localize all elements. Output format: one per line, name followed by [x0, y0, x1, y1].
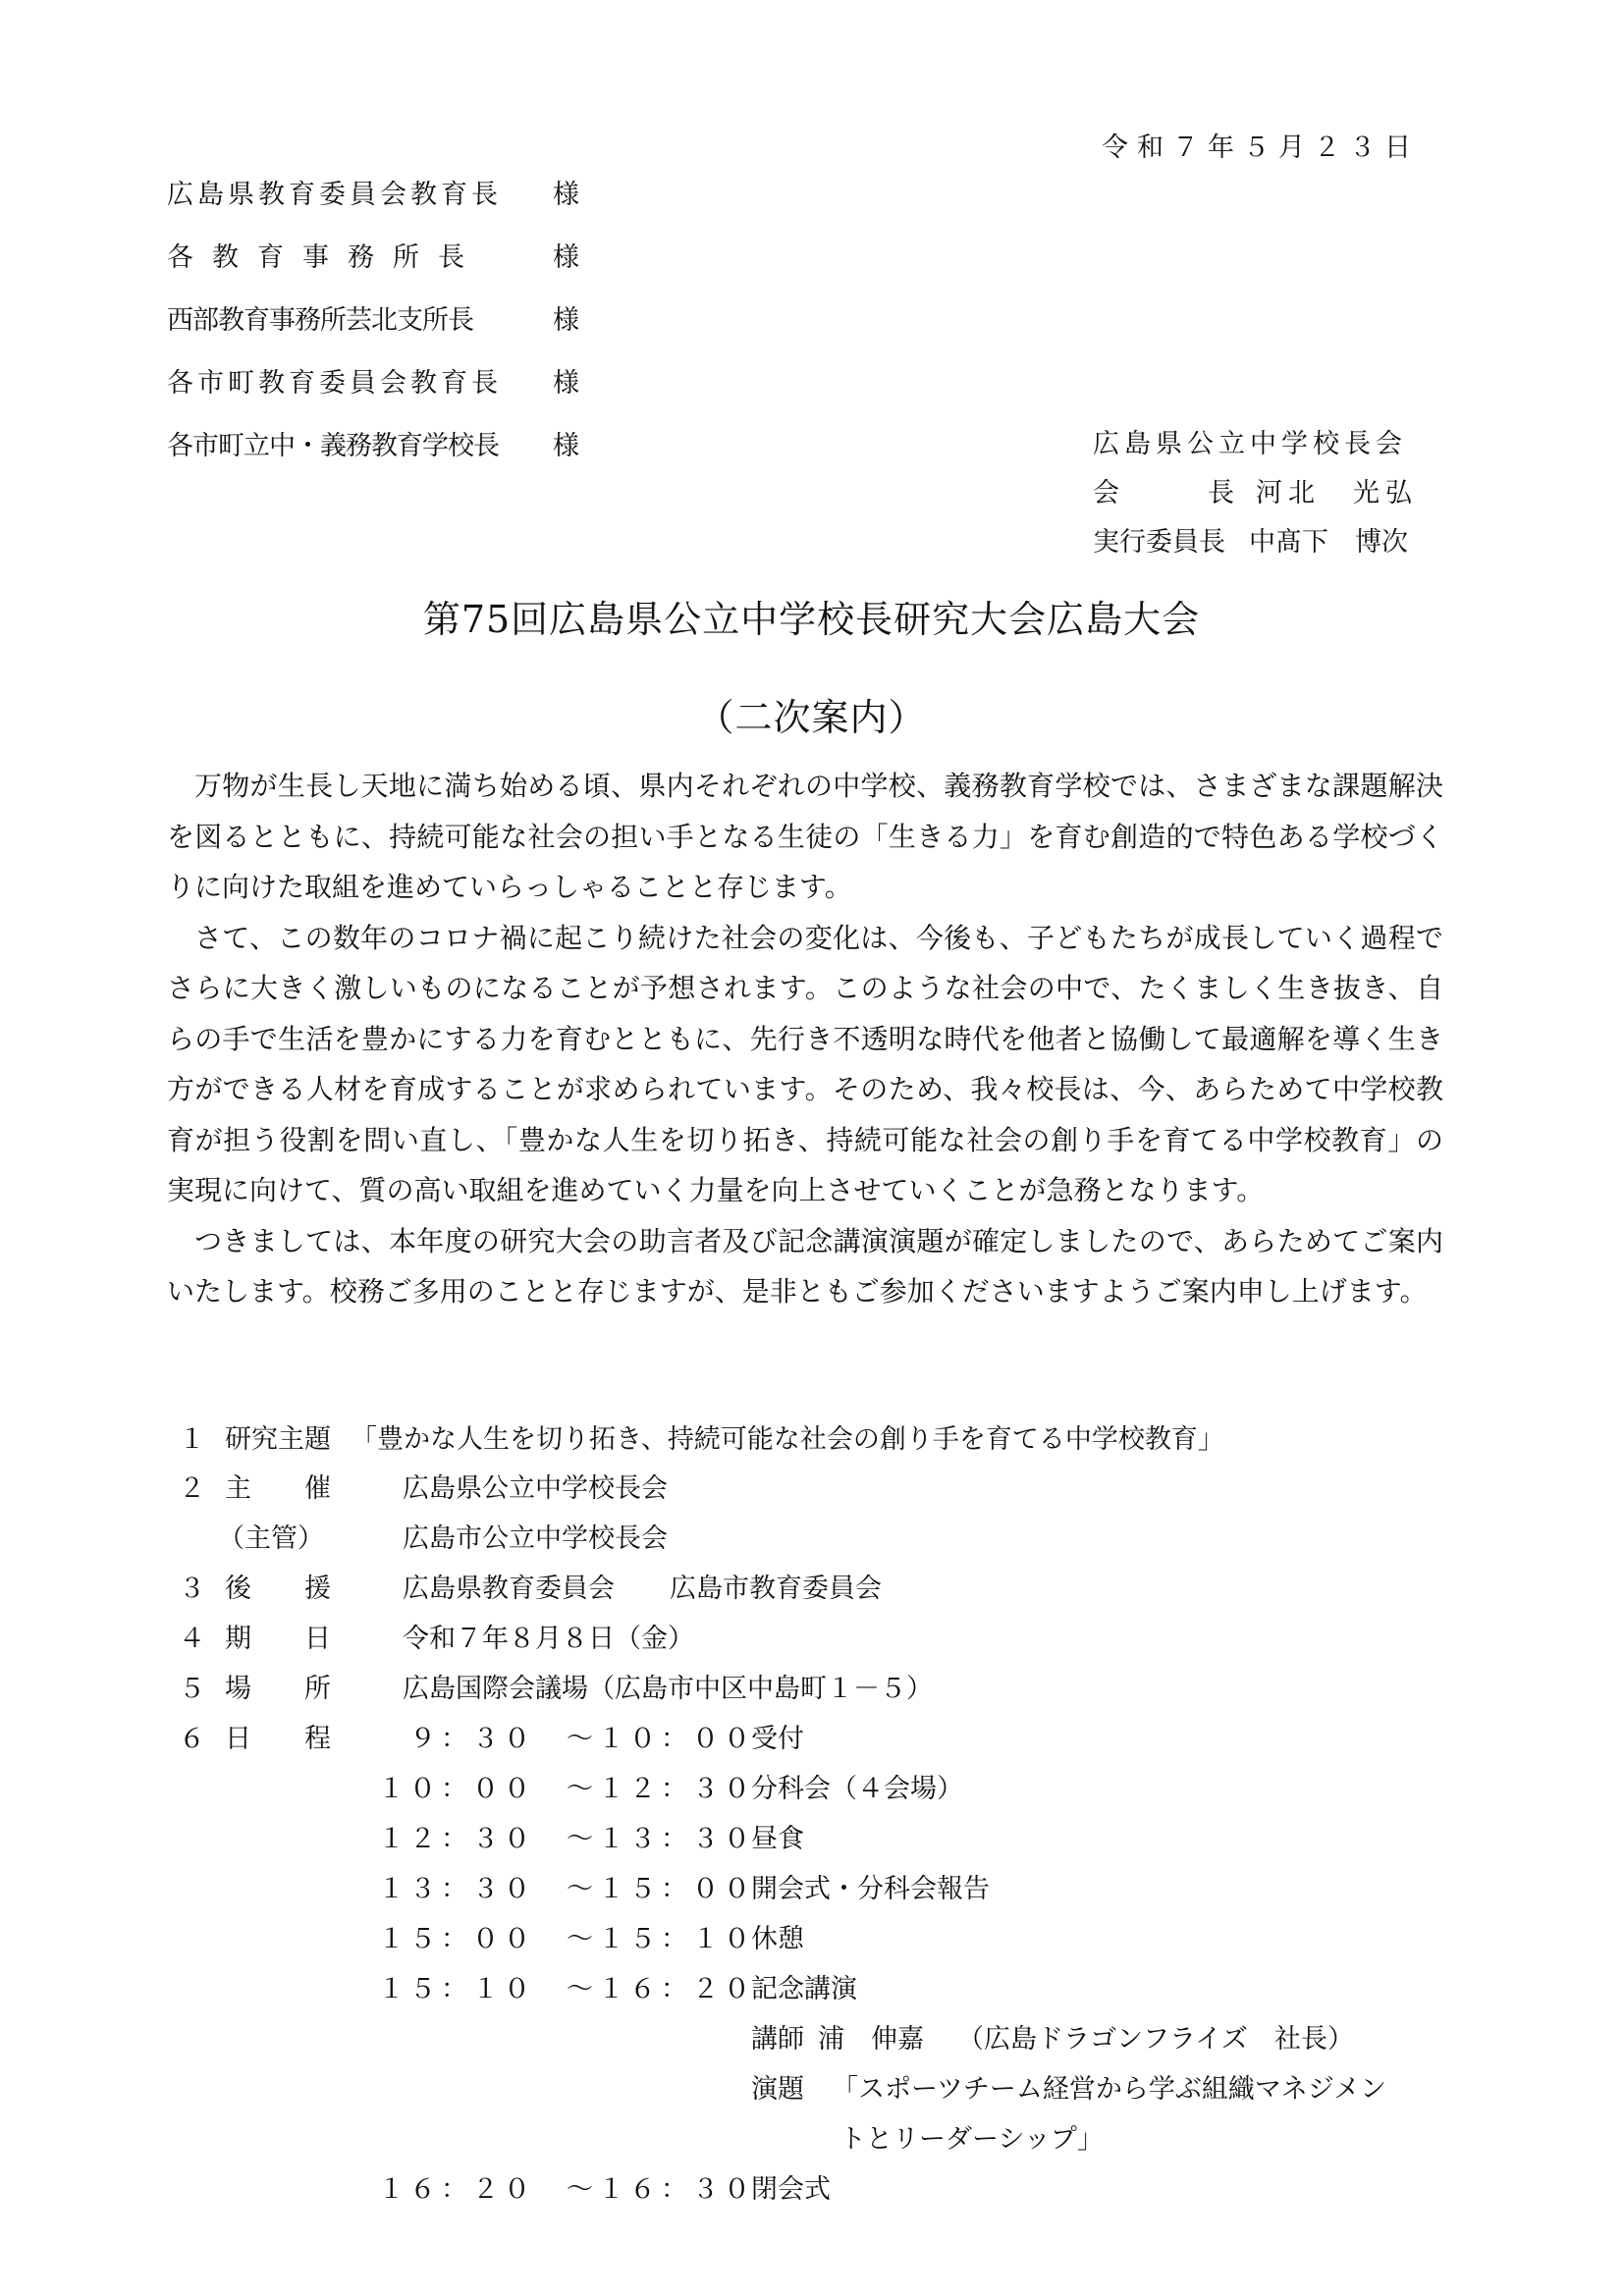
addressee-item: 西部教育事務所芸北支所長 様 [167, 305, 579, 336]
item-support: ３ 後 援 [179, 1574, 331, 1604]
schedule-event: 開会式・分科会報告 [751, 1874, 990, 1904]
page-title: 第75回広島県公立中学校長研究大会広島大会 [422, 598, 1201, 641]
lecture-topic: 演題 「スポーツチーム経営から学ぶ組織マネジメン [751, 2074, 1387, 2105]
item-theme: １ 研究主題 「豊かな人生を切り拓き、持続可能な社会の創り手を育てる中学校教育」 [179, 1424, 1224, 1455]
schedule-event: 休憩 [751, 1924, 804, 1954]
schedule-time: １３：３０ ～１５：００ [378, 1874, 755, 1904]
schedule-time: １２：３０ ～１３：３０ [378, 1824, 755, 1854]
item-organizer-value: 広島市公立中学校長会 [403, 1523, 668, 1554]
item-host-value: 広島県公立中学校長会 [403, 1473, 668, 1504]
schedule-event: 受付 [751, 1724, 804, 1754]
schedule-event: 昼食 [751, 1824, 804, 1854]
sender-president [1093, 471, 1418, 509]
sender-committee [1093, 520, 1408, 559]
addressee-item: 各市町教育委員会教育長 様 [167, 368, 579, 399]
addressee-item: 各教育事務所長 様 [167, 242, 579, 273]
lecture-topic-continued: トとリーダーシップ」 [839, 2124, 1104, 2155]
item-organizer-label: （主管） [218, 1523, 324, 1554]
item-support-value: 広島県教育委員会 広島市教育委員会 [403, 1574, 882, 1604]
sender-org: 広島県公立中学校長会 [1093, 429, 1407, 459]
page-subtitle: （二次案内） [696, 696, 927, 739]
schedule-time: １０：００ ～１２：３０ [378, 1774, 755, 1804]
schedule-time: ９：３０ ～１０：００ [378, 1724, 755, 1754]
paragraph: さて、この数年のコロナ禍に起こり続けた社会の変化は、今後も、子どもたちが成長していく過程でさらに大きく激しいものになることが予想されます。このような社会の中で、たくましく生き抜き、自らの手で生活を豊かにする力を育むとともに、先行き不透明な時代を他者と協働して最適解を導く生き方ができる人材を育成することが求められています。そのため、我々校長は、今、あらためて中学校教育が担う役割を問い直し、「豊かな人生を切り拓き、持続可能な社会の創り手を育てる中学校教育」の実現に向けて、質の高い取組を進めていく力量を向上させていくことが急務となります。 [167, 921, 1443, 1206]
addressee-item: 各市町立中・義務教育学校長 様 [167, 431, 579, 461]
item-venue: ５ 場 所 [179, 1674, 331, 1704]
document-date: 令和７年５月２３日 [1102, 133, 1420, 163]
sender-committee-name: 中髙下 博次 [1249, 527, 1408, 558]
schedule-event: 閉会式 [751, 2174, 831, 2205]
item-venue-value: 広島国際会議場（広島市中区中島町１－５） [403, 1674, 933, 1704]
addressee-item: 広島県教育委員会教育長 様 [167, 180, 579, 210]
paragraph: 万物が生長し天地に満ち始める頃、県内それぞれの中学校、義務教育学校では、さまざまな課題解決を図るとともに、持続可能な社会の担い手となる生徒の「生きる力」を育む創造的で特色ある学校づくりに向けた取組を進めていらっしゃることと存じます。 [167, 770, 1443, 903]
item-date: ４ 期 日 [179, 1624, 331, 1654]
item-host: ２ 主 催 [179, 1473, 331, 1504]
sender-president-name: 河北 光弘 [1256, 478, 1418, 508]
item-schedule-head: ６ 日 程 [179, 1724, 331, 1754]
schedule-time: １５：１０ ～１６：２０ [378, 1974, 755, 2004]
paragraph: つきましては、本年度の研究大会の助言者及び記念講演演題が確定しましたので、あらためてご案内いたします。校務ご多用のことと存じますが、是非ともご参加くださいますようご案内申し上げます。 [167, 1224, 1443, 1308]
sender-committee-title: 実行委員長 [1093, 527, 1225, 558]
schedule-time: １５：００ ～１５：１０ [378, 1924, 755, 1954]
sender-president-title: 会 長 [1093, 478, 1246, 508]
schedule-time: １６：２０ ～１６：３０ [378, 2174, 755, 2205]
addressee-list [167, 173, 579, 462]
lecture-lecturer: 講師 浦 伸嘉 （広島ドラゴンフライズ 社長） [751, 2024, 1354, 2055]
schedule-event: 記念講演 [751, 1974, 857, 2004]
body-text [167, 761, 1443, 1317]
item-date-value: 令和７年８月８日（金） [403, 1624, 694, 1654]
schedule-event: 分科会（４会場） [751, 1774, 963, 1804]
